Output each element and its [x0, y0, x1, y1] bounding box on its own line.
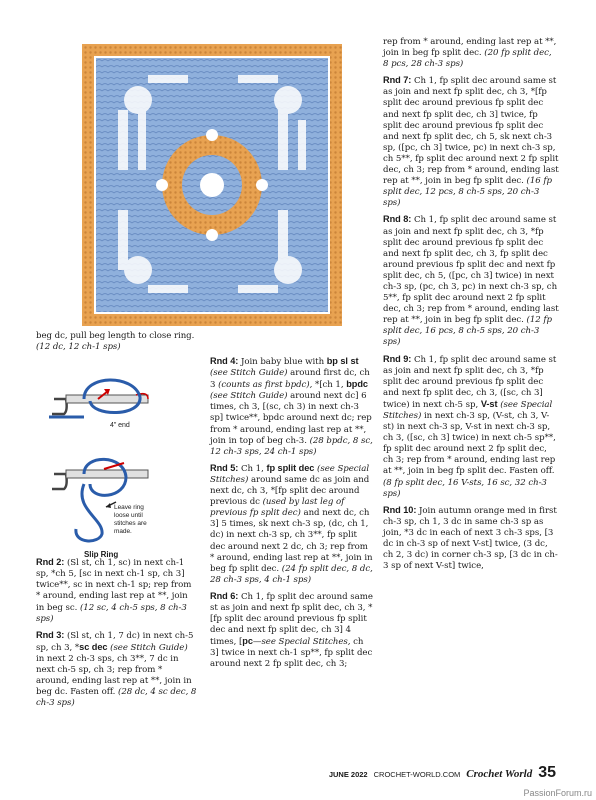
rnd5-text-a: Ch 1, [240, 463, 264, 474]
rnd6-ref: see Special Stitches, [261, 637, 351, 648]
footer-site: CROCHET-WORLD.COM [373, 770, 461, 779]
rnd2-heading: Rnd 2: [36, 557, 65, 568]
column-right [383, 37, 559, 577]
rnd6-dash: — [252, 637, 262, 648]
slip-ring-diagram [44, 359, 164, 560]
rnd3-heading: Rnd 3: [36, 629, 65, 640]
rnd5-ref: (see Special Stitches) [210, 463, 370, 485]
rnd3-sc-dec: sc dec [79, 641, 108, 652]
rnd5-text-c: and next dc, ch 3] 5 times, sk next ch-3 sp, (dc, ch 1, dc) in next ch-3 sp, ch 3**, fp split dec around next 2 dc, ch 3; rep from * around, ending last rep at **, join in beg fp split dec. [210, 508, 373, 574]
rnd2-text: (Sl st, ch 1, sc) in next ch-1 sp, *ch 5, [sc in next ch-1 sp, ch 3] twice**, sc in next ch-1 sp; rep from * around, ending last rep at **, join in beg sc. [36, 558, 192, 613]
footer-magazine: Crochet World [466, 768, 533, 780]
paragraph-rnd8 [383, 214, 559, 348]
rnd9-heading: Rnd 9: [383, 353, 412, 364]
rnd4-count: (28 bpdc, 8 sc, 12 ch-3 sps, 24 ch-1 sps) [210, 435, 373, 457]
paragraph-rnd6 [210, 591, 374, 671]
rnd4-ref-a: (see Stitch Guide) [210, 368, 288, 379]
rnd4-bpdc: bpdc [346, 379, 368, 390]
column-left [36, 331, 198, 714]
rnd10-heading: Rnd 10: [383, 504, 417, 515]
paragraph-rnd9 [383, 354, 559, 500]
rnd8-count: (12 fp split dec, 16 pcs, 8 ch-5 sps, 20 ch-3 sps) [383, 315, 552, 348]
crochet-square-photo [78, 40, 346, 330]
page-number: 35 [538, 764, 556, 781]
rnd9-text-a: Ch 1, fp split dec around same st as join and next fp split dec, ch 3, *fp split dec around previous fp split dec and next fp split dec, ch 3, ([sc, ch 3] twice) in next ch-5 sp, [383, 354, 557, 410]
rnd5-note: (used by last leg of previous fp split dec) [210, 497, 345, 519]
rnd4-note: (counts as first bpdc), [218, 380, 313, 391]
rnd4-ref-b: (see Stitch Guide) [210, 391, 288, 402]
rnd9-text-b: in next ch-3 sp, (V-st, ch 3, V-st) in next ch-3 sp, V-st in next ch-3 sp, ch 3, ([sc, ch 3] twice) in next ch-5 sp**, fp split dec around next 2 fp split dec, ch 3; rep from * around, ending last rep at **, join in beg fp split dec. Fasten off. [383, 411, 556, 477]
paragraph-rnd3 [36, 630, 198, 710]
watermark: PassionForum.ru [523, 788, 592, 798]
diagram-label-leave: Leave ring loose until stitches are made. [114, 504, 147, 536]
rnd7-count: (16 fp split dec, 12 pcs, 8 ch-5 sps, 20 ch-3 sps) [383, 176, 552, 209]
rnd9-ref: (see Special Stitches) [383, 399, 553, 421]
rnd5-fp-split-dec: fp split dec [266, 462, 315, 473]
rnd10-text: Join autumn orange med in first ch-3 sp, ch 1, 3 dc in same ch-3 sp as join, *3 dc in each of next 3 ch-3 sps, [3 dc in ch-3 sp of next V-st] twice, (3 dc, ch 2, 3 dc) in corner ch-3 sp, [3 dc in ch-3 sp of next V-st] twice, [383, 505, 558, 572]
rnd4-heading: Rnd 4: [210, 356, 239, 366]
rnd3-count: (28 dc, 4 sc dec, 8 ch-3 sps) [36, 687, 197, 709]
rnd4-text-c: *[ch 1, [314, 380, 344, 391]
paragraph-rnd4 [210, 356, 374, 458]
paragraph-rnd7 [383, 75, 559, 209]
rnd8-heading: Rnd 8: [383, 214, 412, 225]
rnd5-text-b: around same dc as join and next dc, ch 3, *[fp split dec around previous dc [210, 474, 370, 508]
paragraph-ring [36, 331, 198, 353]
rnd6-count: (20 fp split dec, 8 pcs, 28 ch-3 sps) [383, 48, 552, 70]
rnd6-cont-text: rep from * around, ending last rep at **, join in beg fp split dec. [383, 37, 557, 59]
rnd6-pc: pc [242, 636, 253, 647]
rnd3-text-b: in next 2 ch-3 sps, ch 3**, 7 dc in next ch-5 sp, ch 3; rep from * around, ending last rep at **, join in beg dc. Fasten off. [36, 653, 192, 698]
paragraph-rnd6-cont [383, 37, 559, 70]
rnd4-text-a: Join baby blue with [240, 357, 325, 367]
rnd9-v-st: V-st [480, 398, 498, 409]
rnd9-count: (8 fp split dec, 16 V-sts, 16 sc, 32 ch-3 sps) [383, 477, 547, 499]
rnd6-text-b: ch 3] twice in next ch-1 sp**, fp split dec around next 2 fp split dec, ch 3; [210, 637, 373, 670]
diagram-caption: Slip Ring [84, 550, 119, 560]
paragraph-rnd5 [210, 463, 374, 586]
rnd4-text-b: around first dc, ch 3 [210, 368, 370, 391]
rnd6-heading: Rnd 6: [210, 590, 239, 601]
paragraph-rnd2 [36, 557, 198, 625]
rnd3-ref: (see Stitch Guide) [110, 642, 188, 653]
rnd3-text-a: (Sl st, ch 1, 7 dc) in next ch-5 sp, ch 3, * [36, 630, 194, 653]
rnd8-text: Ch 1, fp split dec around same st as join and next fp split dec, ch 3, *fp split dec around previous fp split dec and next fp split dec, ch 3, fp split dec around previous fp split dec and next fp split dec, ch 5, ([pc, ch 3] twice) in next ch-3 sp, (pc, ch 3, pc) in next ch-3 sp, ch 5**, fp split dec around next 2 fp split dec, ch 3; rep from * around, ending last rep at **, join in beg fp split dec. [383, 215, 559, 326]
column-middle [210, 356, 374, 676]
rnd2-count: (12 sc, 4 ch-5 sps, 8 ch-3 sps) [36, 602, 187, 624]
stitch-count: (12 dc, 12 ch-1 sps) [36, 342, 121, 353]
rnd7-heading: Rnd 7: [383, 75, 412, 86]
rnd4-text-d: around next dc] 6 times, ch 3, [(sc, ch 3) in next ch-3 sp] twice**, bpdc around next dc; rep from * around, ending last rep at **, join in top of beg ch-3. [210, 391, 372, 446]
rnd6-text-a: Ch 1, fp split dec around same st as join and next fp split dec, ch 3, *[fp split dec around previous fp split dec and next fp split dec, ch 3] 4 times, [ [210, 591, 373, 648]
footer-issue: JUNE 2022 [328, 770, 368, 779]
paragraph-rnd10 [383, 505, 559, 573]
text-ring: beg dc, pull beg length to close ring. [36, 331, 195, 341]
page-footer [329, 764, 556, 782]
rnd7-text: Ch 1, fp split dec around same st as join and next fp split dec, ch 3, *[fp split dec around previous fp split dec and next fp split dec, ch 3] twice, fp split dec around previous fp split dec and next fp split dec, ch 5, sk next ch-3 sp, ([pc, ch 3] twice, pc) in next ch-3 sp, ch 5**, fp split dec around next 2 fp split dec, ch 3; rep from * around, ending last rep at **, join in beg fp split dec. [383, 76, 559, 187]
diagram-label-end: 4" end [110, 422, 130, 430]
rnd5-heading: Rnd 5: [210, 462, 239, 473]
rnd5-count: (24 fp split dec, 8 dc, 28 ch-3 sps, 4 ch-1 sps) [210, 563, 373, 585]
rnd4-bp-sl-st: bp sl st [326, 356, 359, 366]
